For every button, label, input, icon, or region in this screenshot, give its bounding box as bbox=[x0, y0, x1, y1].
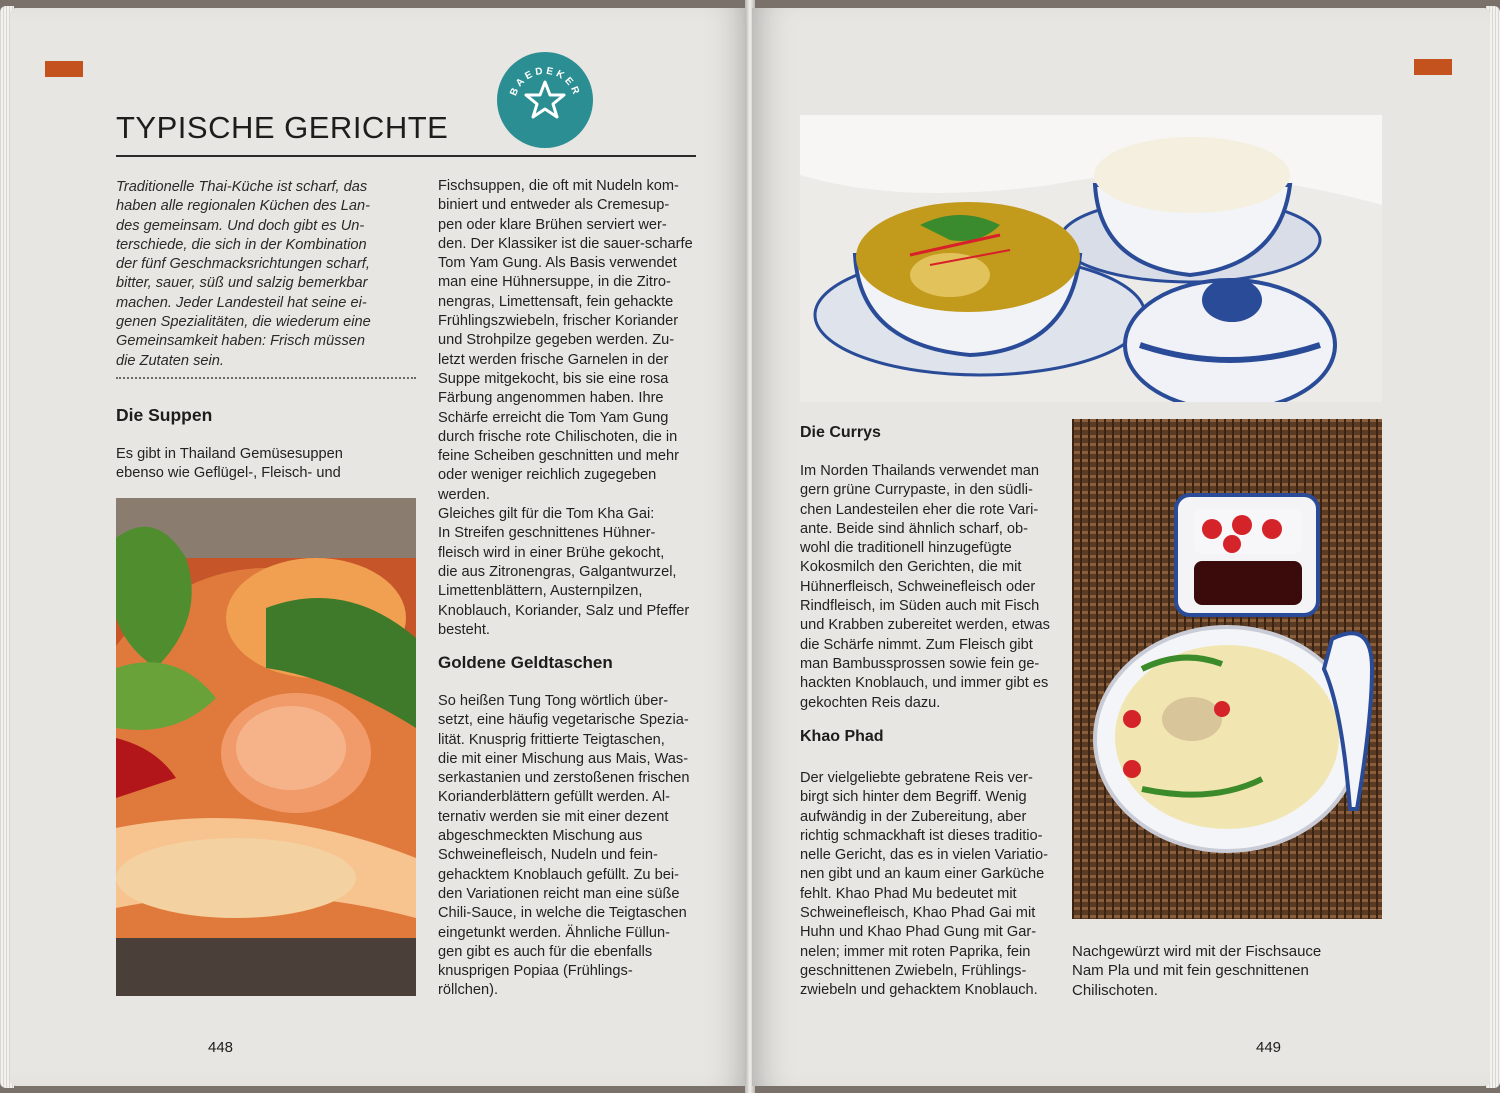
col2-line: nengras, Limettensaft, fein gehackte bbox=[438, 293, 674, 310]
currys-line: chen Landesteilen eher die rote Vari- bbox=[800, 501, 1039, 518]
baedeker-wissen-badge bbox=[497, 52, 593, 148]
khao-line: birgt sich hinter dem Begriff. Wenig bbox=[800, 789, 1027, 806]
geld-line: So heißen Tung Tong wörtlich über- bbox=[438, 693, 669, 709]
col2-line: Tom Yam Gung. Als Basis verwendet bbox=[438, 255, 677, 272]
currys-line: Kokosmilch den Gerichten, die mit bbox=[800, 559, 1022, 576]
page-number-right: 449 bbox=[1256, 1039, 1282, 1056]
col2-line: In Streifen geschnittenes Hühner- bbox=[438, 525, 656, 542]
chapter-tab-marker bbox=[45, 61, 83, 77]
col2-line: Fischsuppen, die oft mit Nudeln kom- bbox=[438, 178, 679, 194]
currys-line: Im Norden Thailands verwendet man bbox=[800, 463, 1040, 479]
intro-text bbox=[116, 178, 416, 371]
intro-line: terschiede, die sich in der Kombination bbox=[116, 236, 367, 253]
khao-line: richtig schmackhaft ist dieses traditio- bbox=[800, 827, 1043, 844]
caption-line: Nachgewürzt wird mit der Fischsauce bbox=[1072, 943, 1322, 960]
page-number-left: 448 bbox=[208, 1039, 234, 1056]
dotted-separator bbox=[116, 377, 416, 379]
soup-description-text bbox=[438, 177, 698, 640]
heading-die-suppen: Die Suppen bbox=[116, 405, 213, 425]
currys-line: wohl die traditionell hinzugefügte bbox=[800, 540, 1012, 557]
geld-line: Chili-Sauce, in welche die Teigtaschen bbox=[438, 905, 687, 922]
col2-line: fleisch wird in einer Brühe gekocht, bbox=[438, 544, 665, 561]
currys-line: Rindfleisch, im Süden auch mit Fisch bbox=[800, 598, 1040, 615]
currys-line: gern grüne Currypaste, in den südli- bbox=[800, 482, 1033, 499]
page-title: TYPISCHE GERICHTE bbox=[116, 110, 449, 145]
title-rule bbox=[116, 155, 696, 157]
col2-line: oder weniger reichlich zugegeben bbox=[438, 467, 657, 484]
khao-line: aufwändig in der Zubereitung, aber bbox=[800, 808, 1027, 825]
col2-line: Schärfe erreicht die Tom Yam Gung bbox=[438, 409, 669, 426]
currys-line: Hühnerfleisch, Schweinefleisch oder bbox=[800, 578, 1036, 595]
geld-line: die mit einer Mischung aus Mais, Was- bbox=[438, 750, 689, 767]
col2-line: feine Scheiben geschnitten und mehr bbox=[438, 448, 679, 465]
khao-line: nelle Gericht, das es in vielen Variatio- bbox=[800, 847, 1048, 864]
col2-line: den. Der Klassiker ist die sauer-scharfe bbox=[438, 235, 693, 252]
currys-line: die Schärfe nimmt. Zum Fleisch gibt bbox=[800, 636, 1033, 653]
col2-line: besteht. bbox=[438, 621, 490, 638]
heading-khao-phad: Khao Phad bbox=[800, 728, 884, 745]
intro-line: des gemeinsam. Und doch gibt es Un- bbox=[116, 217, 365, 234]
suppen-line: Es gibt in Thailand Gemüsesuppen bbox=[116, 446, 343, 462]
geld-line: lität. Knusprig frittierte Teigtaschen, bbox=[438, 731, 665, 748]
currys-line: gekochten Reis dazu. bbox=[800, 694, 941, 711]
caption-line: Nam Pla und mit fein geschnittenen bbox=[1072, 962, 1309, 980]
col2-line: Knoblauch, Koriander, Salz und Pfeffer bbox=[438, 602, 690, 619]
geld-line: Schweinefleisch, Nudeln und fein- bbox=[438, 847, 658, 864]
intro-line: genen Spezialitäten, die wiederum eine bbox=[116, 314, 371, 331]
khao-line: zwiebeln und gehacktem Knoblauch. bbox=[800, 982, 1038, 999]
currys-line: ante. Beide sind ähnlich scharf, ob- bbox=[800, 520, 1028, 537]
khao-line: Schweinefleisch, Khao Phad Gai mit bbox=[800, 905, 1036, 922]
intro-line: bitter, sauer, süß und salzig bemerkbar bbox=[116, 275, 368, 292]
heading-die-currys: Die Currys bbox=[800, 424, 881, 441]
col2-line: und Strohpilze gegeben werden. Zu- bbox=[438, 332, 675, 349]
col2-line: Suppe mitgekocht, bis sie eine rosa bbox=[438, 370, 669, 387]
badge-text: BAEDEKER bbox=[508, 65, 583, 99]
khao-line: Der vielgeliebte gebratene Reis ver- bbox=[800, 770, 1033, 786]
khao-phad-text bbox=[800, 769, 1062, 1001]
geldtaschen-text bbox=[438, 692, 698, 1001]
photo-caption bbox=[1072, 942, 1382, 1000]
col2-line: biniert und entweder als Cremesup- bbox=[438, 197, 670, 214]
intro-line: haben alle regionalen Küchen des Lan- bbox=[116, 198, 370, 215]
chapter-tab-marker-right bbox=[1414, 59, 1452, 75]
geld-line: röllchen). bbox=[438, 982, 499, 999]
col2-line: werden. bbox=[438, 486, 490, 503]
currys-line: man Bambussprossen sowie fein ge- bbox=[800, 655, 1040, 672]
geld-line: eingetunkt werden. Ähnliche Füllun- bbox=[438, 924, 671, 941]
khao-line: fehlt. Khao Phad Mu bedeutet mit bbox=[800, 885, 1017, 902]
suppen-text bbox=[116, 445, 416, 484]
green-curry-and-rice-photo bbox=[800, 115, 1382, 402]
col2-line: die aus Zitronengras, Galgantwurzel, bbox=[438, 563, 677, 580]
col2-line: letzt werden frische Garnelen in der bbox=[438, 351, 669, 368]
geld-line: setzt, eine häufig vegetarische Spezia- bbox=[438, 712, 689, 729]
geld-line: Korianderblättern gefüllt werden. Al- bbox=[438, 789, 671, 806]
heading-goldene-geldtaschen: Goldene Geldtaschen bbox=[438, 653, 613, 672]
geld-line: serkastanien und zerstoßenen frischen bbox=[438, 770, 690, 787]
col2-line: durch frische rote Chilischoten, die in bbox=[438, 428, 678, 445]
right-page bbox=[752, 8, 1490, 1086]
left-page bbox=[10, 8, 748, 1086]
intro-line: der fünf Geschmacksrichtungen scharf, bbox=[116, 256, 370, 273]
tom-yam-gung-photo bbox=[116, 498, 416, 996]
currys-text bbox=[800, 462, 1062, 713]
geld-line: abgeschmeckten Mischung aus bbox=[438, 828, 643, 845]
geld-line: ternativ werden sie mit einer dezent bbox=[438, 808, 669, 825]
star-icon bbox=[497, 52, 593, 148]
intro-line: die Zutaten sein. bbox=[116, 352, 224, 369]
khao-line: geschnittenen Zwiebeln, Frühlings- bbox=[800, 962, 1027, 979]
col2-line: Frühlingszwiebeln, frischer Koriander bbox=[438, 313, 679, 330]
col2-line: pen oder klare Brühen serviert wer- bbox=[438, 216, 667, 233]
geld-line: gehacktem Knoblauch gefüllt. Zu bei- bbox=[438, 866, 679, 883]
geld-line: knusprigen Popiaa (Frühlings- bbox=[438, 963, 633, 980]
curry-soup-on-bamboo-mat-photo bbox=[1072, 419, 1382, 919]
khao-line: nelen; immer mit roten Paprika, fein bbox=[800, 943, 1031, 960]
col2-line: Färbung angenommen haben. Ihre bbox=[438, 390, 664, 407]
geld-line: gen gibt es auch für die ebenfalls bbox=[438, 943, 653, 960]
geld-line: den Variationen reicht man eine süße bbox=[438, 885, 680, 902]
suppen-line: ebenso wie Geflügel-, Fleisch- und bbox=[116, 465, 341, 482]
khao-line: nen gibt und an kaum einer Garküche bbox=[800, 866, 1045, 883]
intro-line: machen. Jeder Landesteil hat seine ei- bbox=[116, 294, 367, 311]
khao-line: Huhn und Khao Phad Gung mit Gar- bbox=[800, 924, 1037, 941]
col2-line: Gleiches gilt für die Tom Kha Gai: bbox=[438, 506, 655, 523]
currys-line: hackten Knoblauch, und immer gibt es bbox=[800, 675, 1049, 692]
col2-line: man eine Hühnersuppe, in die Zitro- bbox=[438, 274, 671, 291]
col2-line: Limettenblättern, Austernpilzen, bbox=[438, 583, 643, 600]
currys-line: und Krabben zubereitet werden, etwas bbox=[800, 617, 1050, 634]
intro-line: Traditionelle Thai-Küche ist scharf, das bbox=[116, 179, 368, 195]
caption-line: Chilischoten. bbox=[1072, 981, 1158, 999]
intro-line: Gemeinsamkeit haben: Frisch müssen bbox=[116, 333, 366, 350]
